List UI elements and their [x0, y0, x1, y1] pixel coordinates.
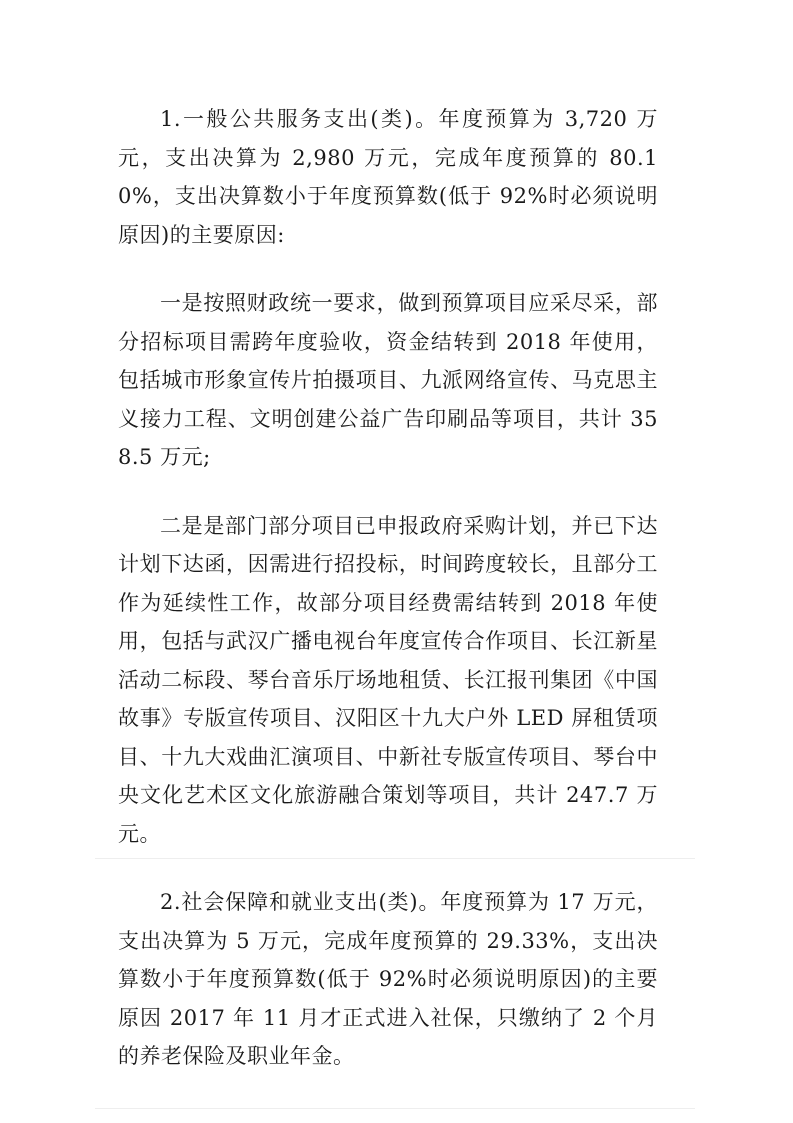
paragraph-general-public-services: 1.一般公共服务支出(类)。年度预算为 3,720 万元，支出决算为 2,980 万元，完成年度预算的 80.10%，支出决算数小于年度预算数(低于 92%时必须说明原因)的主要原因:	[118, 107, 658, 247]
document-body	[118, 100, 658, 1076]
paragraph-gap	[118, 477, 658, 507]
paragraph-reason-two: 二是是部门部分项目已申报政府采购计划，并已下达计划下达函，因需进行招投标，时间跨度较长，且部分工作为延续性工作，故部分项目经费需结转到 2018 年使用，包括与武汉广播电视台年度宣传合作项目、长江新星活动二标段、琴台音乐厅场地租赁、长江报刊集团《中国故事》专版宣传项目、汉阳区十九大户外 LED 屏租赁项目、十九大戏曲汇演项目、中新社专版宣传项目、琴台中央文化艺术区文化旅游融合策划等项目，共计 247.7 万元。	[118, 513, 658, 846]
paragraph-gap	[118, 853, 658, 883]
scan-artifact-line	[95, 1108, 695, 1109]
paragraph-social-security: 2.社会保障和就业支出(类)。年度预算为 17 万元，支出决算为 5 万元，完成年度预算的 29.33%，支出决算数小于年度预算数(低于 92%时必须说明原因)的主要原因 2017 年 11 月才正式进入社保，只缴纳了 2 个月的养老保险及职业年金。	[118, 890, 658, 1068]
paragraph-gap	[118, 254, 658, 284]
paragraph-reason-one: 一是按照财政统一要求，做到预算项目应采尽采，部分招标项目需跨年度验收，资金结转到 2018 年使用，包括城市形象宣传片拍摄项目、九派网络宣传、马克思主义接力工程、文明创建公益广告印刷品等项目，共计 358.5 万元;	[118, 291, 658, 469]
